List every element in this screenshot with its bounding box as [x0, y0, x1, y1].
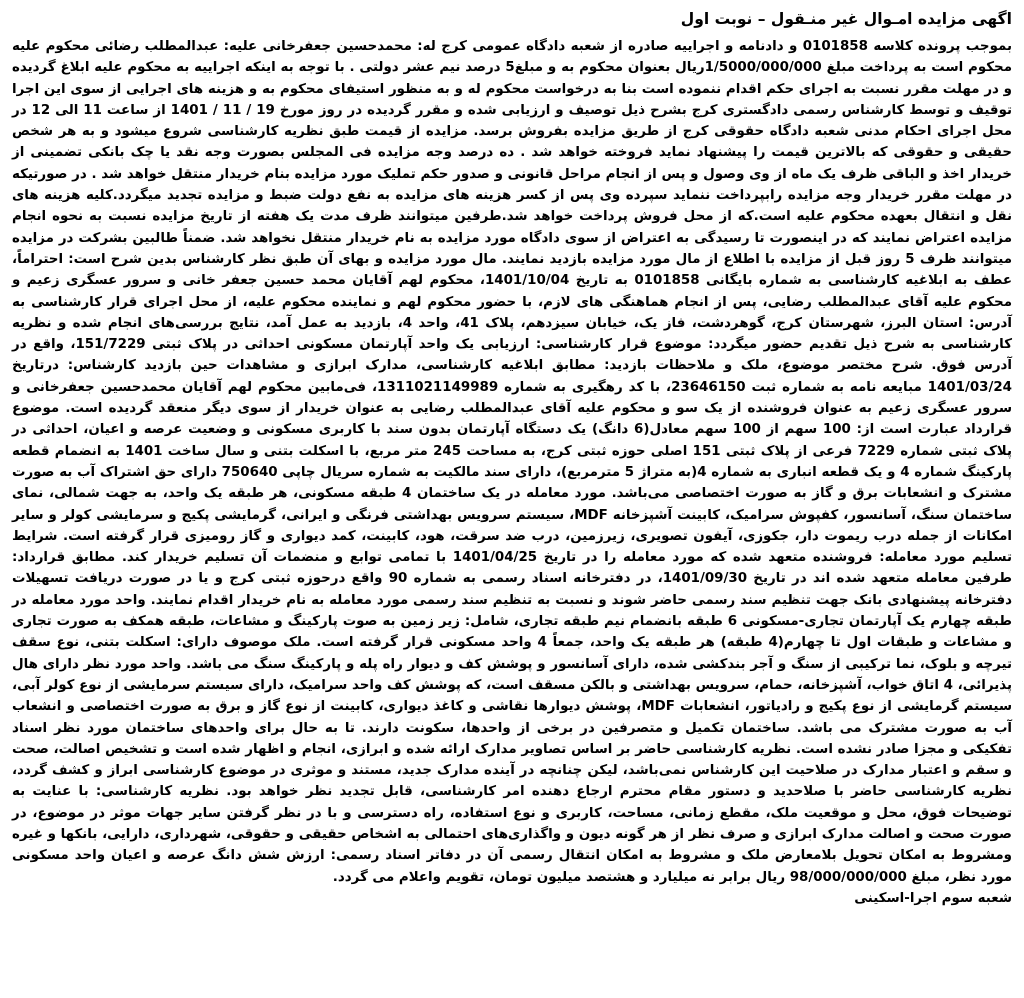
- notice-title: اگهی مزایده امـوال غیر منـقول – نوبت اول: [680, 10, 1012, 28]
- notice-footer: شعبه سوم اجرا-اسکینی: [854, 890, 1012, 906]
- notice-body: بموجب پرونده کلاسه 0101858 و دادنامه و اجراییه صادره از شعبه دادگاه عمومی کرج له: محمدحسین جعفرخانی علیه: عبدالمطلب رضائی محکوم علیه محکوم است به پرداخت مبلغ 1/5000/000/000ریال بعنوان محکوم به و مبلغ5 درصد نیم عشر دولتی . با توجه به اینکه اجراییه به محکوم علیه ابلاغ گردیده و در مهلت مقرر نسبت به اجرای حکم اقدام ننموده است بنا به درخواست محکوم له و به منظور استیفای محکوم به و هزینه های اجرایی از سوی این اجرا توقیف و توسط کارشناس رسمی دادگستری کرج بشرح ذیل توصیف و ارزیابی شده و مقرر گردیده در روز مورخ 19 / 11 / 1401 از ساعت 11 الی 12 در محل اجرای احکام مدنی شعبه دادگاه حقوقی کرج از طریق مزایده بفروش برسد. مزایده از قیمت طبق نظریه کارشناسی شروع میشود و به هر شخص حقیقی و حقوقی که بالاترین قیمت را پیشنهاد نماید فروخته خواهد شد . ده درصد وجه مزایده فی المجلس بصورت وجه نقد یا چک بانکی تضمینی از خریدار اخذ و الباقی ظرف یک ماه از وی وصول و پس از انجام مراحل قانونی و صدور حکم تملیک مورد مزایده بنام خریدار منتقل خواهد شد . در صورتیکه در مهلت مقرر خریدار وجه مزایده رابپرداخت ننماید سپرده وی پس از کسر هزینه های مزایده به نفع دولت ضبط و مزایده تجدید میگردد.کلیه هزینه های نقل و انتقال بعهده محکوم علیه است.که از محل فروش پرداخت خواهد شد.طرفین میتوانند ظرف مدت یک هفته از تاریخ مزایده نسبت به نحوه انجام مزایده اعتراض نمایند که در اینصورت تا رسیدگی به اعتراض از سوی دادگاه مورد مزایده به نام خریدار منتقل نخواهد شد. ضمناً طالبین بشرکت در مزایده میتوانند ظرف 5 روز قبل از مزایده با اطلاع از مال مورد مزایده بازدید نمایند. مال مورد مزایده و بهای آن طبق نظر کارشناس بدین شرح است: احتراماً، عطف به ابلاغیه کارشناسی به شماره بایگانی 0101858 به تاریخ 1401/10/04، محکوم لهم آقایان محمد حسین جعفر خانی و سرور عسگری زعیم و محکوم علیه آقای عبدالمطلب رضایی، پس از انجام هماهنگی های لازم، با حضور محکوم لهم و نماینده محکوم علیه، از محل اجرای قرار کارشناسی به آدرس: استان البرز، شهرستان کرج، گوهردشت، فاز یک، خیابان سیزدهم، پلاک 41، واحد 4، بازدید به عمل آمد، نتایج بررسی‌های انجام شده و نظریه کارشناسی به شرح ذیل تقدیم حضور میگردد: موضوع قرار کارشناسی: ارزیابی یک واحد آپارتمان مسکونی احداثی در پلاک ثبتی 151/7229، واقع در آدرس فوق. شرح مختصر موضوع، ملک و ملاحظات بازدید: مطابق ابلاغیه کارشناسی، مدارک ابرازی و مشاهدات حین بازدید کارشناس: درتاریخ 1401/03/24 مبایعه نامه به شماره ثبت 23646150، با کد رهگیری به شماره 1311021149989، فی‌مابین محکوم لهم آقایان محمدحسین جعفرخانی و سرور عسگری زعیم به عنوان فروشنده از یک سو و محکوم علیه آقای عبدالمطلب رضایی به عنوان خریدار از سوی دیگر منعقد گردیده است. موضوع قرارداد عبارت است از: 100 سهم از 100 سهم معادل(6 دانگ) یک دستگاه آپارتمان بدون سند با کاربری مسکونی و وضعیت عرصه و اعیان، احداثی در پلاک ثبتی شماره 7229 فرعی از پلاک ثبتی 151 اصلی حوزه ثبتی کرج، به مساحت 245 متر مربع، با اسکلت بتنی و سال ساخت 1401 به انضمام قطعه پارکینگ شماره 4 و یک قطعه انباری به شماره 4(به متراژ 5 مترمربع)، دارای سند مالکیت به شماره سریال چاپی 750640 دارای حق اشتراک آب به صورت مشترک و انشعابات برق و گاز به صورت اختصاصی می‌باشد. مورد معامله در یک ساختمان 4 طبقه مسکونی، هر طبقه یک واحد، به جهت شمالی، نمای ساختمان سنگ، آسانسور، کفپوش سرامیک، کابینت آشپزخانه MDF، سیستم سرویس بهداشتی فرنگی و ایرانی، گرمایشی پکیج و سرمایشی کولر و سایر امکانات از جمله درب ریموت دار، جکوزی، آیفون تصویری، زیرزمین، درب ضد سرقت، هود، کابینت، کمد دیواری و گاز رومیزی قرار گرفته است. شرایط تسلیم مورد معامله: فروشنده متعهد شده که مورد معامله را در تاریخ 1401/04/25 با تمامی توابع و منضمات آن تسلیم خریدار کند. مطابق قرارداد: طرفین معامله متعهد شده اند در تاریخ 1401/09/30، در دفترخانه اسناد رسمی به شماره 90 واقع درحوزه ثبتی کرج و یا در صورت دریافت تسهیلات دفترخانه پیشنهادی بانک جهت تنظیم سند رسمی حاضر شوند و نسبت به تنظیم سند رسمی مورد معامله به نام خریدار اقدام نمایند. واحد مورد معامله در طبقه چهارم یک آپارتمان تجاری-مسکونی 6 طبقه بانضمام نیم طبقه تجاری، شامل: زیر زمین به صوت پارکینگ و مشاعات، طبقه همکف به صورت تجاری و مشاعات و طبقات اول تا چهارم(4 طبقه) هر طبقه یک واحد، جمعاً 4 واحد مسکونی قرار گرفته است. ملک موصوف دارای: اسکلت بتنی، نوع سقف تیرچه و بلوک، نما ترکیبی از سنگ و آجر بندکشی شده، دارای آسانسور و پوشش کف و دیوار راه پله و پارکینگ سنگ می باشد. واحد مورد نظر دارای هال پذیرائی، 4 اتاق خواب، آشپزخانه، حمام، سرویس بهداشتی و بالکن مسقف است، که پوشش کف واحد سرامیک، دارای سیستم سرمایشی از نوع کولر آبی، سیستم گرمایشی از نوع پکیج و رادیاتور، انشعابات MDF، پوشش دیوارها نقاشی و کاغذ دیواری، کابینت از نوع گاز و برق به صورت اختصاصی و انشعاب آب به صورت مشترک می باشد. ساختمان تکمیل و متصرفین در برخی از واحدها، سکونت دارند. تا به حال برای واحدهای ساختمان مورد نظر اسناد تفکیکی و مجزا صادر نشده است. نظریه کارشناسی حاضر بر اساس تصاویر مدارک ارائه شده و ابرازی، انجام و اظهار شده است و تشخیص اصالت، صحت و سقم و اعتبار مدارک در صلاحیت این کارشناس نمی‌باشد، لیکن چنانچه در آینده مدارک جدید، مستند و موثری در موضوع کارشناسی ابراز و کشف گردد، نظریه کارشناسی حاضر با صلاحدید و دستور مقام محترم ارجاع دهنده امر کارشناسی، قابل تجدید نظر خواهد بود. نظریه کارشناسی: با عنایت به توضیحات فوق، محل و موقعیت ملک، مقطع زمانی، مساحت، کاربری و نوع استفاده، راه دسترسی و با در نظر گرفتن سایر جهات موثر در موضوع، در صورت صحت و اصالت مدارک ابرازی و صرف نظر از هر گونه دیون و واگذاری‌های احتمالی به اشخاص حقیقی و حقوقی، شهرداری، دارایی، بانکها و غیره ومشروط به امکان تحویل بلامعارض ملک و مشروط به امکان انتقال رسمی آن در دفاتر اسناد رسمی: ارزش شش دانگ عرصه و اعیان واحد مسکونی مورد نظر، مبلغ 98/000/000/000 ریال برابر نه میلیارد و هشتصد میلیون تومان، تقویم واعلام می گردد.: [12, 39, 1013, 885]
- auction-notice: [12, 6, 1012, 910]
